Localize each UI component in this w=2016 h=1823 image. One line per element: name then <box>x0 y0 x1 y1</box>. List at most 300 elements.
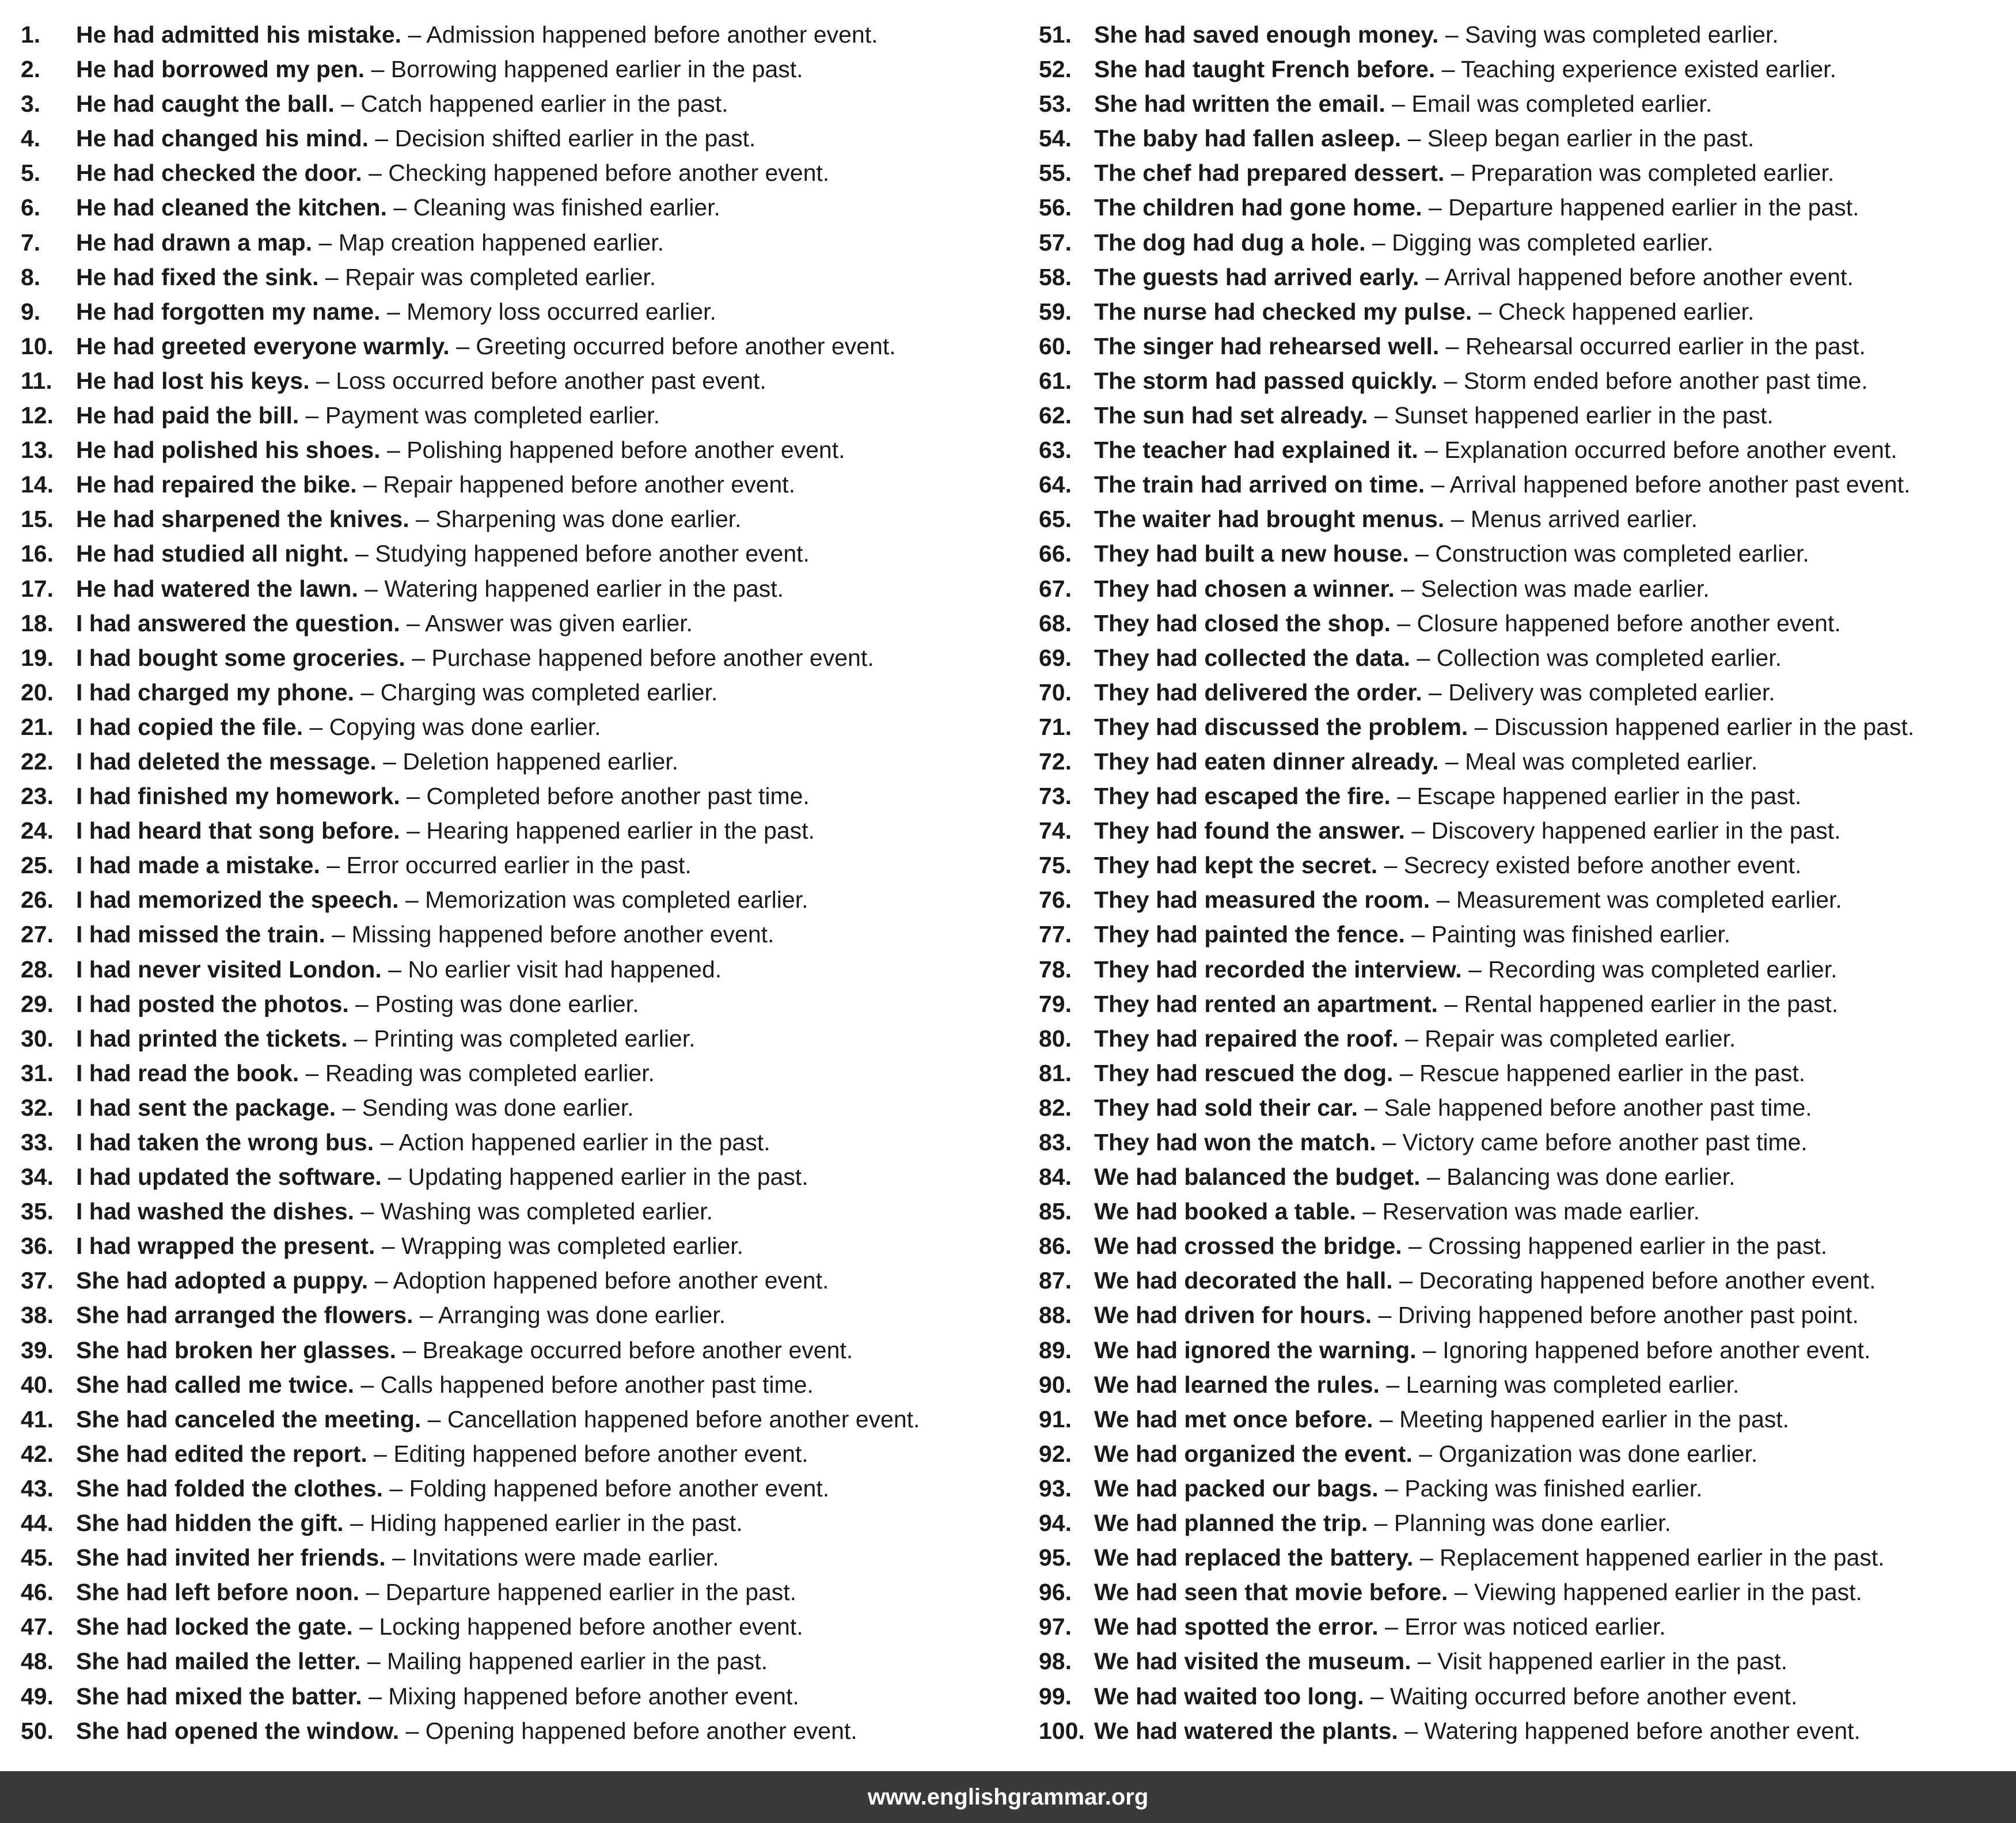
list-item: 28. I had never visited London. – No earlier visit had happened. <box>21 952 1026 987</box>
example-sentence: We had visited the museum. <box>1094 1648 1411 1675</box>
item-number: 92. <box>1039 1440 1072 1467</box>
example-sentence: She had locked the gate. <box>76 1613 353 1640</box>
list-item: 44. She had hidden the gift. – Hiding happened earlier in the past. <box>21 1506 1026 1540</box>
example-sentence: I had printed the tickets. <box>76 1025 348 1052</box>
sentence-explanation: Preparation was completed earlier. <box>1470 160 1835 187</box>
sentence-explanation: Waiting occurred before another event. <box>1390 1682 1798 1710</box>
list-item: 18. I had answered the question. – Answer was given earlier. <box>21 606 1026 640</box>
item-number: 1. <box>21 21 41 48</box>
list-item: 66. They had built a new house. – Construction was completed earlier. <box>1039 536 2012 571</box>
list-item: 15. He had sharpened the knives. – Sharpening was done earlier. <box>21 502 1026 536</box>
example-sentence: The children had gone home. <box>1094 194 1422 221</box>
sentence-explanation: Reservation was made earlier. <box>1382 1198 1700 1225</box>
item-number: 2. <box>21 56 41 83</box>
list-item: 61. The storm had passed quickly. – Storm ended before another past time. <box>1039 363 2012 398</box>
sentence-explanation: Answer was given earlier. <box>425 609 693 636</box>
sentence-explanation: Catch happened earlier in the past. <box>360 90 728 118</box>
example-sentence: She had adopted a puppy. <box>76 1267 369 1294</box>
sentence-explanation: Sunset happened earlier in the past. <box>1394 402 1774 429</box>
list-item: 70. They had delivered the order. – Delivery was completed earlier. <box>1039 675 2012 710</box>
list-item: 10. He had greeted everyone warmly. – Greeting occurred before another event. <box>21 329 1026 363</box>
item-number: 76. <box>1039 886 1072 914</box>
example-sentence: She had taught French before. <box>1094 56 1436 83</box>
sentence-explanation: Saving was completed earlier. <box>1465 21 1779 48</box>
list-item: 95. We had replaced the battery. – Replacement happened earlier in the past. <box>1039 1540 2012 1575</box>
sentence-explanation: Deletion happened earlier. <box>403 748 679 775</box>
item-number: 19. <box>21 644 54 671</box>
example-sentence: We had driven for hours. <box>1094 1302 1372 1329</box>
item-number: 11. <box>21 367 52 394</box>
item-number: 7. <box>21 229 41 256</box>
example-sentence: I had made a mistake. <box>76 852 320 879</box>
example-sentence: She had opened the window. <box>76 1717 400 1744</box>
sentence-explanation: Calls happened before another past time. <box>380 1371 814 1398</box>
item-number: 33. <box>21 1129 54 1155</box>
sentence-explanation: Cleaning was finished earlier. <box>413 194 720 221</box>
item-number: 31. <box>21 1059 54 1086</box>
item-number: 21. <box>21 713 54 740</box>
example-sentence: He had repaired the bike. <box>76 471 357 498</box>
item-number: 32. <box>21 1094 54 1121</box>
item-number: 73. <box>1039 783 1072 810</box>
example-sentence: He had greeted everyone warmly. <box>76 332 450 359</box>
list-item: 79. They had rented an apartment. – Rental happened earlier in the past. <box>1039 987 2012 1021</box>
list-item: 81. They had rescued the dog. – Rescue happened earlier in the past. <box>1039 1056 2012 1090</box>
item-number: 74. <box>1039 817 1072 844</box>
item-number: 23. <box>21 783 54 810</box>
item-number: 27. <box>21 921 54 948</box>
list-item: 59. The nurse had checked my pulse. – Check happened earlier. <box>1039 294 2012 329</box>
list-item: 4. He had changed his mind. – Decision shifted earlier in the past. <box>21 121 1026 156</box>
sentence-explanation: Viewing happened earlier in the past. <box>1474 1579 1862 1606</box>
sentence-explanation: Repair was completed earlier. <box>1425 1025 1736 1052</box>
list-item: 48. She had mailed the letter. – Mailing happened earlier in the past. <box>21 1644 1026 1678</box>
sentence-explanation: Sending was done earlier. <box>362 1094 634 1121</box>
list-item: 41. She had canceled the meeting. – Cancellation happened before another event. <box>21 1402 1026 1437</box>
item-number: 78. <box>1039 956 1072 983</box>
example-sentence: He had sharpened the knives. <box>76 506 409 533</box>
list-item: 23. I had finished my homework. – Completed before another past time. <box>21 779 1026 813</box>
sentence-explanation: Locking happened before another event. <box>379 1613 803 1640</box>
item-number: 51. <box>1039 21 1072 48</box>
item-number: 3. <box>21 90 41 118</box>
left-column <box>21 17 1026 1748</box>
item-number: 79. <box>1039 990 1072 1017</box>
item-number: 88. <box>1039 1302 1072 1329</box>
list-item: 1. He had admitted his mistake. – Admission happened before another event. <box>21 17 1026 52</box>
example-sentence: He had checked the door. <box>76 160 362 187</box>
item-number: 42. <box>21 1440 54 1467</box>
sentence-explanation: Delivery was completed earlier. <box>1448 679 1775 706</box>
list-item: 30. I had printed the tickets. – Printing was completed earlier. <box>21 1021 1026 1056</box>
item-number: 68. <box>1039 609 1072 636</box>
example-sentence: They had won the match. <box>1094 1129 1376 1155</box>
example-sentence: They had rescued the dog. <box>1094 1059 1394 1086</box>
example-sentence: She had mailed the letter. <box>76 1648 361 1675</box>
sentence-explanation: Sale happened before another past time. <box>1384 1094 1812 1121</box>
list-item: 57. The dog had dug a hole. – Digging was completed earlier. <box>1039 225 2012 260</box>
item-number: 39. <box>21 1336 54 1363</box>
list-item: 91. We had met once before. – Meeting happened earlier in the past. <box>1039 1402 2012 1437</box>
example-sentence: They had delivered the order. <box>1094 679 1422 706</box>
example-sentence: We had seen that movie before. <box>1094 1579 1448 1606</box>
item-number: 56. <box>1039 194 1072 221</box>
item-number: 55. <box>1039 160 1072 187</box>
example-sentence: He had drawn a map. <box>76 229 313 256</box>
sentence-explanation: Measurement was completed earlier. <box>1456 886 1842 914</box>
sentence-explanation: Organization was done earlier. <box>1438 1440 1758 1467</box>
list-item: 38. She had arranged the flowers. – Arranging was done earlier. <box>21 1298 1026 1332</box>
list-item: 92. We had organized the event. – Organization was done earlier. <box>1039 1437 2012 1471</box>
example-sentence: He had studied all night. <box>76 540 349 567</box>
sentence-explanation: Borrowing happened earlier in the past. <box>390 56 803 83</box>
example-sentence: She had arranged the flowers. <box>76 1302 413 1329</box>
item-number: 91. <box>1039 1405 1072 1432</box>
item-number: 13. <box>21 437 54 464</box>
list-item: 31. I had read the book. – Reading was completed earlier. <box>21 1056 1026 1090</box>
sentence-explanation: Adoption happened before another event. <box>393 1267 829 1294</box>
list-item: 12. He had paid the bill. – Payment was completed earlier. <box>21 398 1026 433</box>
list-item: 50. She had opened the window. – Opening happened before another event. <box>21 1714 1026 1748</box>
item-number: 97. <box>1039 1613 1072 1640</box>
item-number: 49. <box>21 1682 54 1710</box>
sentence-explanation: Balancing was done earlier. <box>1446 1163 1736 1191</box>
item-number: 58. <box>1039 263 1072 290</box>
item-number: 69. <box>1039 644 1072 671</box>
item-number: 96. <box>1039 1579 1072 1606</box>
list-item: 17. He had watered the lawn. – Watering happened earlier in the past. <box>21 571 1026 606</box>
list-item: 93. We had packed our bags. – Packing was finished earlier. <box>1039 1471 2012 1506</box>
list-item: 19. I had bought some groceries. – Purchase happened before another event. <box>21 640 1026 675</box>
example-sentence: He had admitted his mistake. <box>76 21 402 48</box>
list-item: 63. The teacher had explained it. – Explanation occurred before another event. <box>1039 433 2012 467</box>
list-item: 69. They had collected the data. – Collection was completed earlier. <box>1039 640 2012 675</box>
example-sentence: She had saved enough money. <box>1094 21 1439 48</box>
example-sentence: She had folded the clothes. <box>76 1475 384 1502</box>
sentence-explanation: Hiding happened earlier in the past. <box>370 1510 743 1537</box>
example-sentence: I had sent the package. <box>76 1094 336 1121</box>
example-sentence: We had spotted the error. <box>1094 1613 1379 1640</box>
item-number: 47. <box>21 1613 54 1640</box>
list-item: 7. He had drawn a map. – Map creation happened earlier. <box>21 225 1026 260</box>
list-item: 77. They had painted the fence. – Painting was finished earlier. <box>1039 917 2012 952</box>
example-sentence: We had crossed the bridge. <box>1094 1233 1402 1260</box>
item-number: 14. <box>21 471 54 498</box>
item-number: 12. <box>21 402 54 429</box>
list-item: 13. He had polished his shoes. – Polishing happened before another event. <box>21 433 1026 467</box>
item-number: 62. <box>1039 402 1072 429</box>
example-sentence: They had collected the data. <box>1094 644 1411 671</box>
list-item: 25. I had made a mistake. – Error occurred earlier in the past. <box>21 848 1026 882</box>
example-sentence: He had forgotten my name. <box>76 298 381 325</box>
sentence-explanation: Meal was completed earlier. <box>1465 748 1758 775</box>
item-number: 64. <box>1039 471 1072 498</box>
example-sentence: They had rented an apartment. <box>1094 990 1438 1017</box>
example-sentence: They had recorded the interview. <box>1094 956 1462 983</box>
item-number: 61. <box>1039 367 1072 394</box>
list-item: 5. He had checked the door. – Checking happened before another event. <box>21 156 1026 190</box>
item-number: 22. <box>21 748 54 775</box>
item-number: 36. <box>21 1233 54 1260</box>
sentence-explanation: Construction was completed earlier. <box>1435 540 1809 567</box>
list-item: 14. He had repaired the bike. – Repair happened before another event. <box>21 467 1026 502</box>
item-number: 30. <box>21 1025 54 1052</box>
list-item: 98. We had visited the museum. – Visit happened earlier in the past. <box>1039 1644 2012 1678</box>
list-item: 33. I had taken the wrong bus. – Action happened earlier in the past. <box>21 1125 1026 1159</box>
sentence-explanation: Mixing happened before another event. <box>388 1682 799 1710</box>
item-number: 41. <box>21 1405 54 1432</box>
item-number: 90. <box>1039 1371 1072 1398</box>
list-item: 40. She had called me twice. – Calls happened before another past time. <box>21 1367 1026 1402</box>
item-number: 43. <box>21 1475 54 1502</box>
example-sentence: I had bought some groceries. <box>76 644 405 671</box>
sentence-explanation: Meeting happened earlier in the past. <box>1399 1405 1790 1432</box>
example-sentence: They had discussed the problem. <box>1094 713 1468 740</box>
sentence-explanation: Studying happened before another event. <box>375 540 810 567</box>
list-item: 65. The waiter had brought menus. – Menus arrived earlier. <box>1039 502 2012 536</box>
list-item: 76. They had measured the room. – Measurement was completed earlier. <box>1039 882 2012 917</box>
list-item: 82. They had sold their car. – Sale happened before another past time. <box>1039 1090 2012 1125</box>
example-sentence: I had never visited London. <box>76 956 382 983</box>
example-sentence: We had balanced the budget. <box>1094 1163 1421 1191</box>
sentence-explanation: Recording was completed earlier. <box>1488 956 1837 983</box>
sentence-explanation: Repair happened before another event. <box>383 471 795 498</box>
list-item: 36. I had wrapped the present. – Wrapping was completed earlier. <box>21 1229 1026 1263</box>
list-item: 83. They had won the match. – Victory came before another past time. <box>1039 1125 2012 1159</box>
list-item: 2. He had borrowed my pen. – Borrowing happened earlier in the past. <box>21 52 1026 86</box>
sentence-explanation: Posting was done earlier. <box>375 990 639 1017</box>
sentence-explanation: Collection was completed earlier. <box>1436 644 1782 671</box>
example-sentence: We had watered the plants. <box>1094 1717 1398 1744</box>
example-sentence: She had invited her friends. <box>76 1544 386 1571</box>
example-sentence: We had ignored the warning. <box>1094 1336 1417 1363</box>
right-column <box>1039 17 2012 1748</box>
list-item: 64. The train had arrived on time. – Arrival happened before another past event. <box>1039 467 2012 502</box>
item-number: 86. <box>1039 1233 1072 1260</box>
sentence-explanation: Watering happened earlier in the past. <box>384 575 784 602</box>
sentence-explanation: Digging was completed earlier. <box>1392 229 1714 256</box>
sentence-explanation: Wrapping was completed earlier. <box>401 1233 744 1260</box>
sentence-explanation: No earlier visit had happened. <box>408 956 722 983</box>
example-sentence: The guests had arrived early. <box>1094 263 1419 290</box>
list-item: 35. I had washed the dishes. – Washing was completed earlier. <box>21 1194 1026 1229</box>
list-item: 43. She had folded the clothes. – Folding happened before another event. <box>21 1471 1026 1506</box>
list-item: 22. I had deleted the message. – Deletion happened earlier. <box>21 744 1026 779</box>
sentence-explanation: Map creation happened earlier. <box>338 229 664 256</box>
item-number: 37. <box>21 1267 54 1294</box>
example-sentence: We had met once before. <box>1094 1405 1373 1432</box>
item-number: 93. <box>1039 1475 1072 1502</box>
list-item: 60. The singer had rehearsed well. – Rehearsal occurred earlier in the past. <box>1039 329 2012 363</box>
list-item: 67. They had chosen a winner. – Selection was made earlier. <box>1039 571 2012 606</box>
item-number: 85. <box>1039 1198 1072 1225</box>
list-item: 68. They had closed the shop. – Closure happened before another event. <box>1039 606 2012 640</box>
item-number: 81. <box>1039 1059 1072 1086</box>
example-sentence: We had organized the event. <box>1094 1440 1413 1467</box>
list-item: 94. We had planned the trip. – Planning was done earlier. <box>1039 1506 2012 1540</box>
list-item: 87. We had decorated the hall. – Decorating happened before another event. <box>1039 1263 2012 1298</box>
list-item: 6. He had cleaned the kitchen. – Cleaning was finished earlier. <box>21 190 1026 225</box>
example-sentence: He had fixed the sink. <box>76 263 319 290</box>
example-sentence: The baby had fallen asleep. <box>1094 125 1402 152</box>
example-sentence: He had changed his mind. <box>76 125 369 152</box>
example-sentence: They had closed the shop. <box>1094 609 1391 636</box>
example-sentence: He had caught the ball. <box>76 90 335 118</box>
item-number: 99. <box>1039 1682 1072 1710</box>
example-sentence: I had wrapped the present. <box>76 1233 375 1260</box>
example-sentence: We had planned the trip. <box>1094 1510 1368 1537</box>
list-item: 51. She had saved enough money. – Saving was completed earlier. <box>1039 17 2012 52</box>
list-item: 78. They had recorded the interview. – Recording was completed earlier. <box>1039 952 2012 987</box>
sentence-explanation: Teaching experience existed earlier. <box>1461 56 1836 83</box>
list-item: 53. She had written the email. – Email was completed earlier. <box>1039 86 2012 121</box>
list-item: 42. She had edited the report. – Editing happened before another event. <box>21 1437 1026 1471</box>
sentence-explanation: Victory came before another past time. <box>1402 1129 1808 1155</box>
item-number: 45. <box>21 1544 54 1571</box>
example-sentence: The nurse had checked my pulse. <box>1094 298 1472 325</box>
sentence-explanation: Admission happened before another event. <box>426 21 878 48</box>
sentence-explanation: Sleep began earlier in the past. <box>1427 125 1755 152</box>
item-number: 29. <box>21 990 54 1017</box>
sentence-explanation: Decision shifted earlier in the past. <box>394 125 756 152</box>
sentence-explanation: Reading was completed earlier. <box>325 1059 655 1086</box>
list-item: 56. The children had gone home. – Departure happened earlier in the past. <box>1039 190 2012 225</box>
item-number: 25. <box>21 852 54 879</box>
sentence-explanation: Painting was finished earlier. <box>1431 921 1731 948</box>
item-number: 24. <box>21 817 54 844</box>
sentence-explanation: Departure happened earlier in the past. <box>385 1579 797 1606</box>
list-item: 84. We had balanced the budget. – Balancing was done earlier. <box>1039 1159 2012 1194</box>
sentence-explanation: Printing was completed earlier. <box>374 1025 696 1052</box>
item-number: 16. <box>21 540 54 567</box>
list-item: 54. The baby had fallen asleep. – Sleep began earlier in the past. <box>1039 121 2012 156</box>
list-item: 58. The guests had arrived early. – Arrival happened before another event. <box>1039 260 2012 294</box>
item-number: 89. <box>1039 1336 1072 1363</box>
example-sentence: He had watered the lawn. <box>76 575 358 602</box>
item-number: 10. <box>21 332 54 359</box>
list-item: 34. I had updated the software. – Updating happened earlier in the past. <box>21 1159 1026 1194</box>
sentence-explanation: Arrival happened before another past event. <box>1449 471 1911 498</box>
item-number: 59. <box>1039 298 1072 325</box>
sentence-explanation: Secrecy existed before another event. <box>1403 852 1802 879</box>
sentence-explanation: Email was completed earlier. <box>1411 90 1713 118</box>
example-sentence: He had borrowed my pen. <box>76 56 365 83</box>
list-item: 29. I had posted the photos. – Posting was done earlier. <box>21 987 1026 1021</box>
example-sentence: I had updated the software. <box>76 1163 382 1191</box>
list-item: 75. They had kept the secret. – Secrecy existed before another event. <box>1039 848 2012 882</box>
sentence-explanation: Rehearsal occurred earlier in the past. <box>1465 332 1866 359</box>
list-item: 46. She had left before noon. – Departure happened earlier in the past. <box>21 1575 1026 1609</box>
list-item: 71. They had discussed the problem. – Discussion happened earlier in the past. <box>1039 710 2012 744</box>
example-sentence: They had built a new house. <box>1094 540 1409 567</box>
footer-url[interactable]: www.englishgrammar.org <box>867 1784 1149 1810</box>
item-number: 87. <box>1039 1267 1072 1294</box>
sentence-explanation: Decorating happened before another event. <box>1419 1267 1876 1294</box>
item-number: 80. <box>1039 1025 1072 1052</box>
sentence-explanation: Memory loss occurred earlier. <box>407 298 716 325</box>
sentence-explanation: Memorization was completed earlier. <box>425 886 808 914</box>
example-sentence: She had mixed the batter. <box>76 1682 362 1710</box>
item-number: 18. <box>21 609 54 636</box>
list-item: 24. I had heard that song before. – Hearing happened earlier in the past. <box>21 813 1026 848</box>
sentence-explanation: Replacement happened earlier in the past. <box>1440 1544 1885 1571</box>
sentence-explanation: Closure happened before another event. <box>1417 609 1841 636</box>
item-number: 48. <box>21 1648 54 1675</box>
example-sentence: They had measured the room. <box>1094 886 1430 914</box>
sentence-explanation: Packing was finished earlier. <box>1404 1475 1703 1502</box>
list-item: 97. We had spotted the error. – Error was noticed earlier. <box>1039 1609 2012 1644</box>
sentence-explanation: Error was noticed earlier. <box>1404 1613 1666 1640</box>
sentence-explanation: Checking happened before another event. <box>388 160 830 187</box>
example-sentence: They had repaired the roof. <box>1094 1025 1399 1052</box>
list-item: 32. I had sent the package. – Sending was done earlier. <box>21 1090 1026 1125</box>
sentence-explanation: Opening happened before another event. <box>425 1717 857 1744</box>
example-sentence: She had left before noon. <box>76 1579 360 1606</box>
list-item: 3. He had caught the ball. – Catch happened earlier in the past. <box>21 86 1026 121</box>
example-sentence: I had deleted the message. <box>76 748 377 775</box>
item-number: 9. <box>21 298 41 325</box>
example-sentence: He had cleaned the kitchen. <box>76 194 387 221</box>
list-item: 47. She had locked the gate. – Locking happened before another event. <box>21 1609 1026 1644</box>
sentence-explanation: Visit happened earlier in the past. <box>1437 1648 1788 1675</box>
example-sentence: The teacher had explained it. <box>1094 437 1418 464</box>
item-number: 70. <box>1039 679 1072 706</box>
item-number: 83. <box>1039 1129 1072 1155</box>
sentence-explanation: Storm ended before another past time. <box>1463 367 1868 394</box>
item-number: 82. <box>1039 1094 1072 1121</box>
sentence-explanation: Selection was made earlier. <box>1421 575 1710 602</box>
item-number: 98. <box>1039 1648 1072 1675</box>
sentence-explanation: Watering happened before another event. <box>1424 1717 1861 1744</box>
example-sentence: He had lost his keys. <box>76 367 310 394</box>
example-sentence: We had learned the rules. <box>1094 1371 1380 1398</box>
list-item: 26. I had memorized the speech. – Memorization was completed earlier. <box>21 882 1026 917</box>
sentence-explanation: Hearing happened earlier in the past. <box>426 817 815 844</box>
item-number: 15. <box>21 506 54 533</box>
item-number: 20. <box>21 679 54 706</box>
site-footer <box>0 1771 2016 1823</box>
sentence-explanation: Breakage occurred before another event. <box>422 1336 853 1363</box>
item-number: 77. <box>1039 921 1072 948</box>
sentence-explanation: Rescue happened earlier in the past. <box>1419 1059 1806 1086</box>
list-item: 21. I had copied the file. – Copying was done earlier. <box>21 710 1026 744</box>
sentence-explanation: Escape happened earlier in the past. <box>1417 783 1802 810</box>
sentence-explanation: Rental happened earlier in the past. <box>1464 990 1839 1017</box>
list-item: 52. She had taught French before. – Teaching experience existed earlier. <box>1039 52 2012 86</box>
sentence-explanation: Check happened earlier. <box>1498 298 1755 325</box>
item-number: 71. <box>1039 713 1072 740</box>
item-number: 40. <box>21 1371 54 1398</box>
sentence-explanation: Completed before another past time. <box>426 783 810 810</box>
example-sentence: We had waited too long. <box>1094 1682 1364 1710</box>
sentence-explanation: Learning was completed earlier. <box>1406 1371 1740 1398</box>
list-item: 8. He had fixed the sink. – Repair was completed earlier. <box>21 260 1026 294</box>
example-sentence: I had copied the file. <box>76 713 303 740</box>
example-sentence: I had washed the dishes. <box>76 1198 355 1225</box>
example-sentence: I had missed the train. <box>76 921 325 948</box>
list-item: 73. They had escaped the fire. – Escape happened earlier in the past. <box>1039 779 2012 813</box>
example-sentence: I had finished my homework. <box>76 783 400 810</box>
item-number: 75. <box>1039 852 1072 879</box>
item-number: 6. <box>21 194 41 221</box>
list-item: 55. The chef had prepared dessert. – Preparation was completed earlier. <box>1039 156 2012 190</box>
item-number: 53. <box>1039 90 1072 118</box>
example-sentence: I had answered the question. <box>76 609 400 636</box>
item-number: 4. <box>21 125 41 152</box>
item-number: 65. <box>1039 506 1072 533</box>
example-sentence: The singer had rehearsed well. <box>1094 332 1440 359</box>
sentence-explanation: Purchase happened before another event. <box>431 644 874 671</box>
